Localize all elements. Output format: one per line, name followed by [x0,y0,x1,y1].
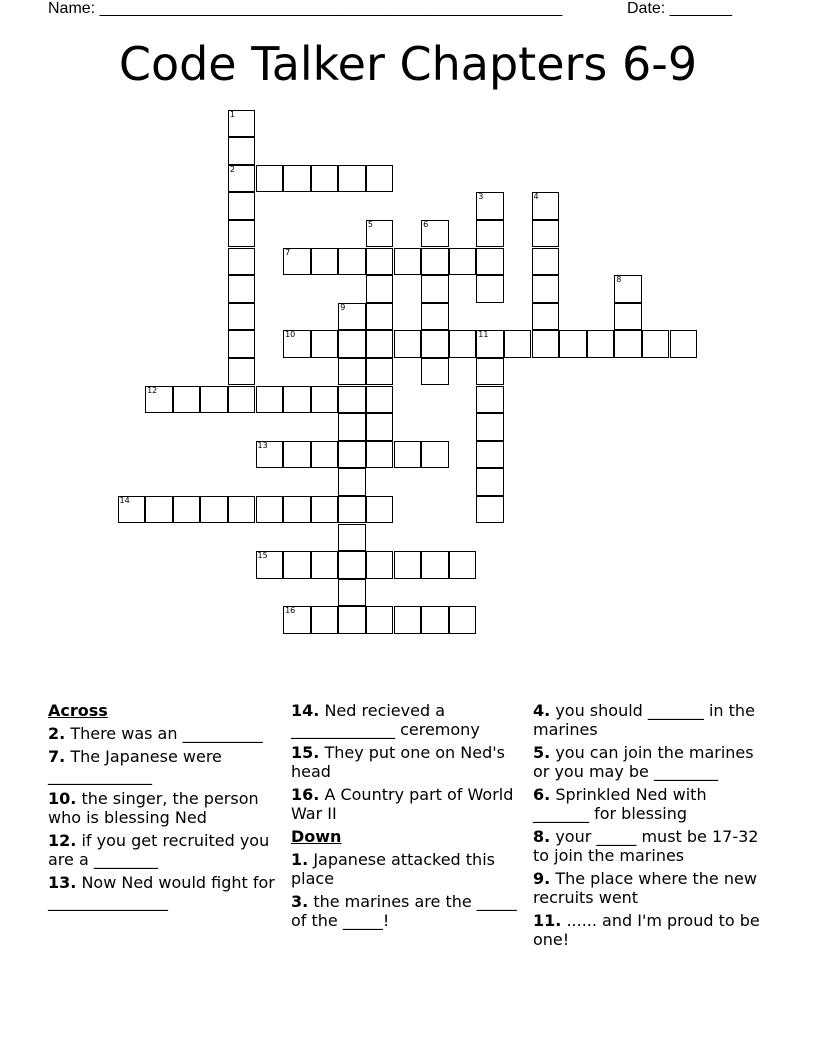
grid-cell[interactable] [283,441,311,469]
clue-number: 12 [147,385,158,395]
clue-item-number: 13. [48,873,77,892]
clue-item-text: if you get recruited you are a ________ [48,831,270,869]
grid-cell[interactable] [476,220,504,248]
grid-cell[interactable] [311,551,339,579]
clue-item-text: There was an __________ [70,724,263,743]
clue-item-text: you can join the marines or you may be ________ [533,743,754,781]
grid-cell[interactable] [311,606,339,634]
grid-cell[interactable] [228,110,256,138]
grid-cell[interactable] [449,551,477,579]
grid-cell[interactable] [421,275,449,303]
clue-number: 1 [229,109,235,119]
clue-item-text: They put one on Ned's head [291,743,505,781]
clue-item-text: your _____ must be 17-32 to join the marines [533,827,759,865]
grid-cell[interactable] [394,248,422,276]
grid-cell[interactable] [394,330,422,358]
grid-cell[interactable] [394,441,422,469]
grid-cell[interactable] [228,248,256,276]
grid-cell[interactable] [145,496,173,524]
clue-column-2 [291,701,523,934]
clue-item-text: Ned recieved a _____________ ceremony [291,701,480,739]
grid-cell[interactable] [421,220,449,248]
grid-cell[interactable] [118,496,146,524]
grid-cell[interactable] [311,386,339,414]
grid-cell[interactable] [311,165,339,193]
grid-cell[interactable] [338,579,366,607]
grid-cell[interactable] [283,330,311,358]
clue-item [48,789,276,827]
grid-cell[interactable] [532,275,560,303]
grid-cell[interactable] [476,192,504,220]
grid-cell[interactable] [366,358,394,386]
grid-cell[interactable] [532,220,560,248]
clue-item-text: Japanese attacked this place [291,850,495,888]
grid-cell[interactable] [228,358,256,386]
grid-cell[interactable] [311,248,339,276]
grid-cell[interactable] [366,165,394,193]
grid-cell[interactable] [366,220,394,248]
grid-cell[interactable] [614,330,642,358]
grid-cell[interactable] [366,496,394,524]
clue-column-3 [533,701,765,953]
grid-cell[interactable] [283,606,311,634]
clue-number: 6 [423,219,429,229]
grid-cell[interactable] [256,165,284,193]
clue-item-text: the singer, the person who is blessing Ned [48,789,259,827]
grid-cell[interactable] [228,192,256,220]
clue-column-1 [48,701,276,915]
grid-cell[interactable] [587,330,615,358]
clue-item [291,892,523,930]
grid-cell[interactable] [256,551,284,579]
grid-cell[interactable] [366,441,394,469]
grid-cell[interactable] [421,303,449,331]
grid-cell[interactable] [476,248,504,276]
clue-item-number: 2. [48,724,66,743]
grid-cell[interactable] [476,275,504,303]
grid-cell[interactable] [366,386,394,414]
down-heading: Down [291,827,342,846]
grid-cell[interactable] [532,330,560,358]
clue-item [48,831,276,869]
grid-cell[interactable] [394,606,422,634]
grid-cell[interactable] [311,441,339,469]
grid-cell[interactable] [338,413,366,441]
grid-cell[interactable] [366,551,394,579]
grid-cell[interactable] [338,358,366,386]
grid-cell[interactable] [338,386,366,414]
clue-item-number: 6. [533,785,551,804]
grid-cell[interactable] [421,441,449,469]
grid-cell[interactable] [338,468,366,496]
grid-cell[interactable] [228,165,256,193]
clue-item-number: 10. [48,789,77,808]
grid-cell[interactable] [532,192,560,220]
grid-cell[interactable] [283,551,311,579]
clue-number: 11 [478,330,489,340]
clue-item [48,724,276,743]
clue-item-number: 8. [533,827,551,846]
clue-number: 16 [285,606,296,616]
grid-cell[interactable] [559,330,587,358]
grid-cell[interactable] [283,386,311,414]
grid-cell[interactable] [614,275,642,303]
grid-cell[interactable] [228,386,256,414]
page-title: Code Talker Chapters 6-9 [118,37,698,91]
grid-cell[interactable] [366,248,394,276]
clue-item-text: you should _______ in the marines [533,701,755,739]
clue-item-number: 4. [533,701,551,720]
grid-cell[interactable] [256,496,284,524]
grid-cell[interactable] [449,330,477,358]
grid-cell[interactable] [421,248,449,276]
grid-cell[interactable] [283,496,311,524]
clue-number: 15 [257,551,268,561]
clue-number: 3 [478,192,484,202]
clue-item-number: 11. [533,911,562,930]
grid-cell[interactable] [283,248,311,276]
clue-number: 9 [340,302,346,312]
grid-cell[interactable] [256,441,284,469]
grid-cell[interactable] [366,413,394,441]
grid-cell[interactable] [228,137,256,165]
grid-cell[interactable] [366,303,394,331]
grid-cell[interactable] [256,386,284,414]
grid-cell[interactable] [476,413,504,441]
grid-cell[interactable] [338,303,366,331]
grid-cell[interactable] [532,303,560,331]
clue-item [291,785,523,823]
clue-item-number: 1. [291,850,309,869]
across-heading: Across [48,701,108,720]
grid-cell[interactable] [283,165,311,193]
clue-number: 2 [229,164,235,174]
clue-number: 8 [616,275,622,285]
date-line[interactable]: Date: _______ [627,0,732,17]
clue-item [533,911,765,949]
clue-item [48,747,276,785]
grid-cell[interactable] [449,606,477,634]
clue-number: 13 [257,440,268,450]
clue-item-number: 9. [533,869,551,888]
grid-cell[interactable] [642,330,670,358]
clue-item [291,701,523,739]
grid-cell[interactable] [338,248,366,276]
grid-cell[interactable] [338,606,366,634]
clue-item [533,785,765,823]
clue-number: 5 [367,219,373,229]
clue-item-text: ...... and I'm proud to be one! [533,911,760,949]
grid-cell[interactable] [421,330,449,358]
clue-item-text: the marines are the _____ of the _____! [291,892,517,930]
grid-cell[interactable] [476,386,504,414]
clue-item-number: 3. [291,892,309,911]
clue-item [533,827,765,865]
grid-cell[interactable] [366,606,394,634]
clue-number: 7 [285,247,291,257]
name-line[interactable]: Name: ____________________________________________________ [48,0,563,17]
clue-item [533,701,765,739]
grid-cell[interactable] [338,330,366,358]
clue-item [291,743,523,781]
clue-number: 4 [533,192,539,202]
grid-cell[interactable] [228,303,256,331]
grid-cell[interactable] [311,496,339,524]
grid-cell[interactable] [532,248,560,276]
grid-cell[interactable] [338,551,366,579]
grid-cell[interactable] [421,551,449,579]
grid-cell[interactable] [476,441,504,469]
clue-item-text: Sprinkled Ned with _______ for blessing [533,785,707,823]
grid-cell[interactable] [366,330,394,358]
grid-cell[interactable] [228,330,256,358]
clue-item-number: 5. [533,743,551,762]
grid-cell[interactable] [476,496,504,524]
grid-cell[interactable] [228,275,256,303]
grid-cell[interactable] [670,330,698,358]
grid-cell[interactable] [394,551,422,579]
grid-cell[interactable] [173,386,201,414]
grid-cell[interactable] [449,248,477,276]
clue-item-text: A Country part of World War II [291,785,514,823]
clue-item-number: 15. [291,743,320,762]
clue-item-number: 16. [291,785,320,804]
clue-item-text: The place where the new recruits went [533,869,757,907]
grid-cell[interactable] [366,275,394,303]
clue-item [533,743,765,781]
grid-cell[interactable] [338,441,366,469]
grid-cell[interactable] [228,220,256,248]
grid-cell[interactable] [504,330,532,358]
clue-item-number: 7. [48,747,66,766]
grid-cell[interactable] [311,330,339,358]
clue-number: 10 [285,330,296,340]
grid-cell[interactable] [476,468,504,496]
grid-cell[interactable] [228,496,256,524]
grid-cell[interactable] [614,303,642,331]
grid-cell[interactable] [200,496,228,524]
grid-cell[interactable] [145,386,173,414]
grid-cell[interactable] [173,496,201,524]
clue-item [48,873,276,911]
clue-item [291,850,523,888]
grid-cell[interactable] [338,496,366,524]
grid-cell[interactable] [421,358,449,386]
grid-cell[interactable] [421,606,449,634]
grid-cell[interactable] [476,358,504,386]
clue-item-text: The Japanese were _____________ [48,747,222,785]
clue-item [533,869,765,907]
clue-item-number: 14. [291,701,320,720]
grid-cell[interactable] [200,386,228,414]
clue-item-number: 12. [48,831,77,850]
grid-cell[interactable] [338,165,366,193]
grid-cell[interactable] [338,524,366,552]
clue-number: 14 [119,495,130,505]
grid-cell[interactable] [476,330,504,358]
clue-item-text: Now Ned would fight for _______________ [48,873,275,911]
